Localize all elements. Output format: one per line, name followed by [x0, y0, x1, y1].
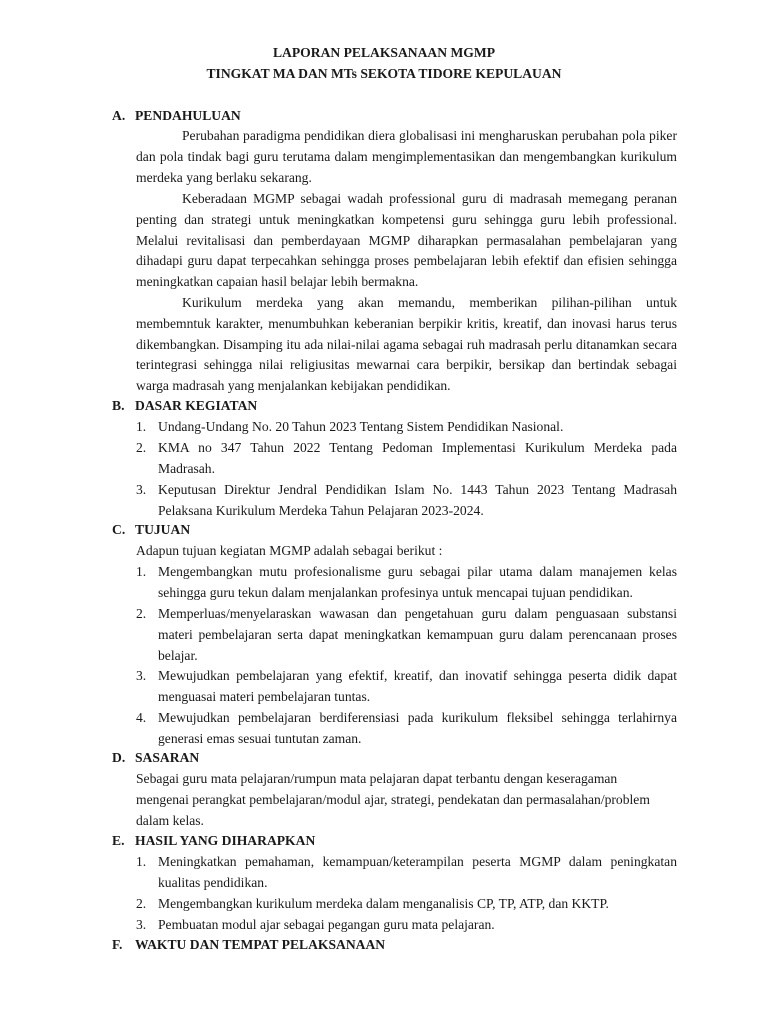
section-c-item-4-text: Mewujudkan pembelajaran berdiferensiasi pada kurikulum fleksibel sehingga terlahirnya generasi emas sesuai tuntutan zaman. [158, 710, 677, 746]
section-e-item-3-number: 3. [136, 917, 147, 932]
section-e-item-2-number: 2. [136, 896, 147, 911]
section-e-heading [112, 831, 682, 852]
section-f-heading [112, 935, 682, 956]
section-e-item-2 [136, 894, 677, 915]
section-e-item-3 [136, 915, 677, 936]
section-f-title: WAKTU DAN TEMPAT PELAKSANAAN [135, 937, 386, 952]
section-c-title: TUJUAN [135, 522, 191, 537]
section-b-heading [112, 396, 682, 417]
section-e-letter: E. [112, 833, 125, 848]
section-c-item-3 [136, 666, 677, 708]
section-b-item-2-text: KMA no 347 Tahun 2022 Tentang Pedoman Implementasi Kurikulum Merdeka pada Madrasah. [158, 440, 677, 476]
document-title-line-1: LAPORAN PELAKSANAAN MGMP [272, 45, 496, 60]
section-a-letter: A. [112, 108, 126, 123]
section-c-item-2-text: Memperluas/menyelaraskan wawasan dan pengetahuan guru dalam penguasaan substansi materi pembelajaran serta dapat meningkatkan kemampuan guru dalam perencanaan proses belajar. [158, 606, 677, 663]
section-c-item-3-number: 3. [136, 668, 147, 683]
section-d-text: Sebagai guru mata pelajaran/rumpun mata pelajaran dapat terbantu dengan keseragaman mengenai perangkat pembelajaran/modul ajar, strategi, pendekatan dan permasalahan/problem dalam kelas. [136, 771, 650, 828]
section-c-item-2 [136, 604, 677, 666]
section-b-item-1-number: 1. [136, 419, 147, 434]
section-d-letter: D. [112, 750, 126, 765]
section-e-item-3-text: Pembuatan modul ajar sebagai pegangan guru mata pelajaran. [158, 917, 495, 932]
section-e-title: HASIL YANG DIHARAPKAN [135, 833, 316, 848]
section-b-item-1 [136, 417, 677, 438]
section-e-item-1-number: 1. [136, 854, 147, 869]
section-a-paragraph-3: Kurikulum merdeka yang akan memandu, memberikan pilihan-pilihan untuk membemntuk karakter, menumbuhkan keberanian berpikir kritis, kreatif, dan inovasi harus terus dikembangkan. Disamping itu ada nilai-nilai agama sebagai ruh madrasah perlu ditanamkan secara terintegrasi sehingga nilai religiusitas mewarnai cara berpikir, bersikap dan bertindak sebagai warga madrasah yang menjalankan kebijakan pendidikan. [136, 295, 677, 394]
section-c-intro: Adapun tujuan kegiatan MGMP adalah sebagai berikut : [136, 543, 443, 558]
section-d-title: SASARAN [135, 750, 200, 765]
section-d-heading [112, 748, 682, 769]
section-a-paragraph-2: Keberadaan MGMP sebagai wadah professional guru di madrasah memegang peranan penting dan strategi untuk meningkatkan kompetensi guru sehingga guru lebih professional. Melalui revitalisasi dan pemberdayaan MGMP diharapkan permasalahan pembelajaran yang dihadapi guru dapat terpecahkan sehingga proses pembelajaran lebih efektif dan efisien sehingga meningkatkan capaian hasil belajar lebih bermakna. [136, 191, 677, 290]
document-title-line-2: TINGKAT MA DAN MTs SEKOTA TIDORE KEPULAUAN [206, 66, 562, 81]
section-c-item-3-text: Mewujudkan pembelajaran yang efektif, kreatif, dan inovatif sehingga peserta didik dapat menguasai materi pembelajaran tuntas. [158, 668, 677, 704]
section-b-item-3 [136, 480, 677, 522]
section-c-item-4 [136, 708, 677, 750]
section-e-item-2-text: Mengembangkan kurikulum merdeka dalam menganalisis CP, TP, ATP, dan KKTP. [158, 896, 609, 911]
section-c-heading [112, 520, 682, 541]
section-b-item-2-number: 2. [136, 440, 147, 455]
section-b-title: DASAR KEGIATAN [135, 398, 258, 413]
section-b-item-3-number: 3. [136, 482, 147, 497]
section-b-item-3-text: Keputusan Direktur Jendral Pendidikan Islam No. 1443 Tahun 2023 Tentang Madrasah Pelaksana Kurikulum Merdeka Tahun Pelajaran 2023-2024. [158, 482, 677, 518]
section-a-paragraph-1: Perubahan paradigma pendidikan diera globalisasi ini mengharuskan perubahan pola piker dan pola tindak bagi guru terutama dalam mengimplementasikan dan mengembangkan kurikulum merdeka yang berlaku sekarang. [136, 128, 677, 185]
section-c-item-2-number: 2. [136, 606, 147, 621]
section-a-heading [112, 106, 682, 127]
section-b-item-2 [136, 438, 677, 480]
section-e-item-1-text: Meningkatkan pemahaman, kemampuan/keterampilan peserta MGMP dalam peningkatan kualitas pendidikan. [158, 854, 677, 890]
section-c-letter: C. [112, 522, 126, 537]
section-c-item-1 [136, 562, 677, 604]
section-c-item-4-number: 4. [136, 710, 147, 725]
section-c-item-1-text: Mengembangkan mutu profesionalisme guru sebagai pilar utama dalam manajemen kelas sehingga guru tekun dalam menjalankan profesinya untuk mencapai tujuan pendidikan. [158, 564, 677, 600]
section-b-item-1-text: Undang-Undang No. 20 Tahun 2023 Tentang Sistem Pendidikan Nasional. [158, 419, 564, 434]
section-f-letter: F. [112, 937, 123, 952]
section-a-title: PENDAHULUAN [135, 108, 241, 123]
section-e-item-1 [136, 852, 677, 894]
section-b-letter: B. [112, 398, 125, 413]
section-c-item-1-number: 1. [136, 564, 147, 579]
